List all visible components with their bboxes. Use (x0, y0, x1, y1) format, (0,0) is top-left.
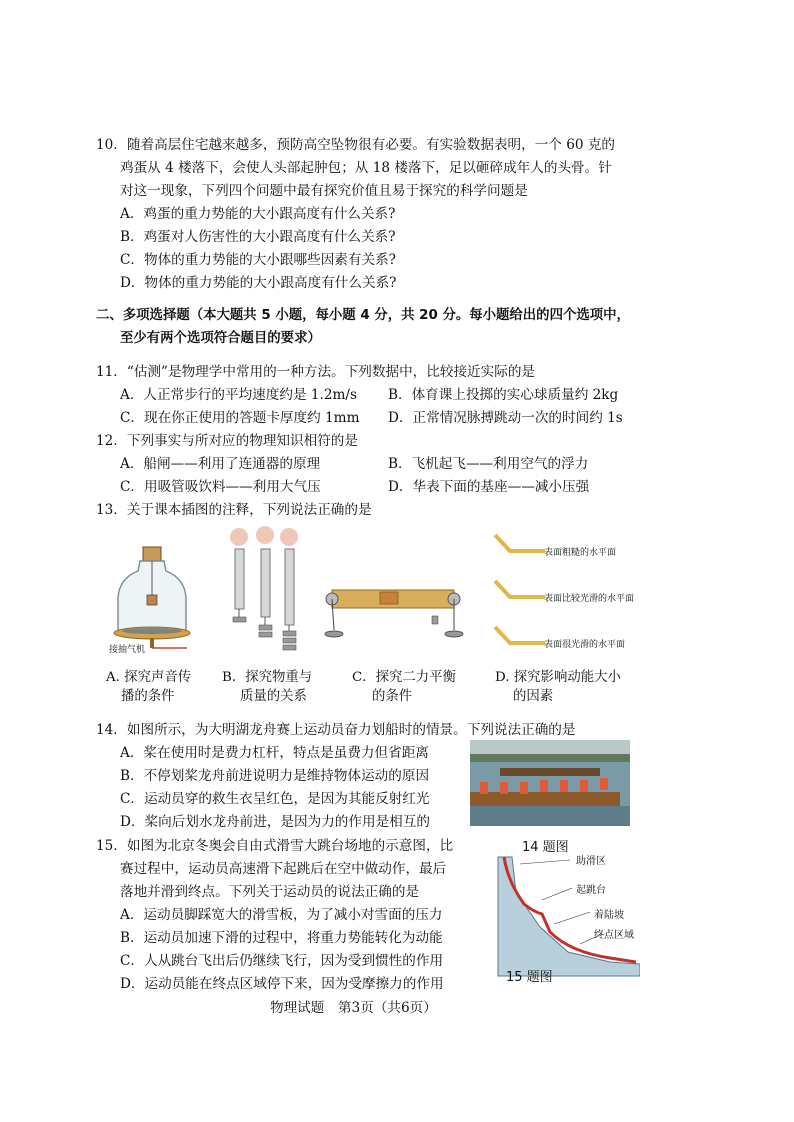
q14-option-b: B．不停划桨龙舟前进说明力是维持物体运动的原因 (120, 768, 430, 784)
bell-jar-label: 接抽气机 (109, 645, 146, 655)
q13-caption-a-line2: 播的条件 (121, 689, 175, 704)
q12-option-a: A．船闸——利用了连通器的原理 (120, 456, 321, 472)
q13-caption-b-line1: B．探究物重与 (222, 670, 313, 685)
q15-line1: 15．如图为北京冬奥会自由式滑雪大跳台场地的示意图，比 (96, 838, 454, 854)
q10-line3: 对这一现象，下列四个问题中最有探究价值且易于探究的科学问题是 (120, 183, 528, 199)
q12-option-b: B．飞机起飞——利用空气的浮力 (388, 456, 589, 472)
q14-option-d: D．桨向后划水龙舟前进，是因为力的作用是相互的 (120, 814, 430, 830)
ski-label-landing-slope: 着陆坡 (594, 910, 624, 921)
q11-option-d: D．正常情况脉搏跳动一次的时间约 1s (388, 410, 623, 426)
q14-option-c: C．运动员穿的救生衣呈红色，是因为其能反射红光 (120, 791, 430, 807)
q14-figure-caption: 14 题图 (522, 840, 569, 855)
q15-figure-caption: 15 题图 (506, 970, 553, 985)
q13-caption-b-line2: 质量的关系 (240, 689, 307, 704)
q13-caption-c-line2: 的条件 (372, 689, 413, 704)
smooth-surface-label: 表面比较光滑的水平面 (544, 594, 635, 604)
q10-option-c: C．物体的重力势能的大小跟哪些因素有关系? (120, 252, 396, 268)
q15-option-b: B．运动员加速下滑的过程中，将重力势能转化为动能 (120, 930, 443, 946)
q10-line2: 鸡蛋从 4 楼落下，会使人头部起肿包；从 18 楼落下，足以砸碎成年人的头骨。针 (120, 160, 612, 176)
q11-option-c: C．现在你正使用的答题卡厚度约 1mm (120, 410, 360, 426)
q15-option-c: C．人从跳台飞出后仍继续飞行，因为受到惯性的作用 (120, 953, 444, 969)
spring-scales-figure (225, 525, 305, 665)
q14-stem: 14．如图所示，为大明湖龙舟赛上运动员奋力划船时的情景。下列说法正确的是 (96, 722, 576, 738)
q15-option-a: A．运动员脚踩宽大的滑雪板，为了减小对雪面的压力 (120, 907, 443, 923)
q13-caption-c-line1: C．探究二力平衡 (352, 670, 456, 685)
section-heading-line1: 二、多项选择题（本大题共 5 小题，每小题 4 分，共 20 分。每小题给出的四个选项中， (96, 308, 630, 323)
q15-option-d: D．运动员能在终点区域停下来，因为受摩擦力的作用 (120, 976, 444, 992)
force-balance-figure (322, 568, 472, 648)
page-footer: 物理试题 第3页（共6页） (270, 1000, 437, 1016)
q13-caption-d-line1: D. 探究影响动能大小 (495, 670, 621, 685)
very-smooth-surface-label: 表面很光滑的水平面 (544, 640, 626, 650)
rough-surface-label: 表面粗糙的水平面 (544, 548, 617, 558)
q13-caption-a-line1: A. 探究声音传 (106, 670, 192, 685)
q10-line1: 10．随着高层住宅越来越多，预防高空坠物很有必要。有实验数据表明，一个 60 克的 (96, 137, 616, 153)
q11-option-b: B．体育课上投掷的实心球质量约 2kg (388, 387, 619, 403)
ski-label-inrun: 助滑区 (576, 856, 606, 867)
q12-stem: 12．下列事实与所对应的物理知识相符的是 (96, 433, 358, 449)
q12-option-c: C．用吸管吸饮料——利用大气压 (120, 479, 321, 495)
dragon-boat-photo (470, 740, 630, 826)
q10-option-d: D．物体的重力势能的大小跟高度有什么关系? (120, 275, 397, 291)
q10-option-a: A．鸡蛋的重力势能的大小跟高度有什么关系? (120, 206, 396, 222)
section-heading-line2: 至少有两个选项符合题目的要求） (120, 331, 321, 346)
q10-option-b: B．鸡蛋对人伤害性的大小跟高度有什么关系? (120, 229, 396, 245)
q11-stem: 11．“估测”是物理学中常用的一种方法。下列数据中，比较接近实际的是 (96, 364, 536, 380)
q15-line3: 落地并滑到终点。下列关于运动员的说法正确的是 (120, 884, 420, 900)
q12-option-d: D．华表下面的基座——减小压强 (388, 479, 590, 495)
ski-label-finish-area: 终点区域 (594, 930, 634, 941)
q11-option-a: A．人正常步行的平均速度约是 1.2m/s (120, 387, 357, 403)
q13-stem: 13．关于课本插图的注释，下列说法正确的是 (96, 502, 372, 518)
q13-caption-d-line2: 的因素 (513, 689, 554, 704)
q14-option-a: A．桨在使用时是费力杠杆，特点是虽费力但省距离 (120, 745, 429, 761)
ski-label-takeoff: 起跳台 (576, 885, 606, 896)
q15-line2: 赛过程中，运动员高速滑下起跳后在空中做动作，最后 (120, 861, 447, 877)
